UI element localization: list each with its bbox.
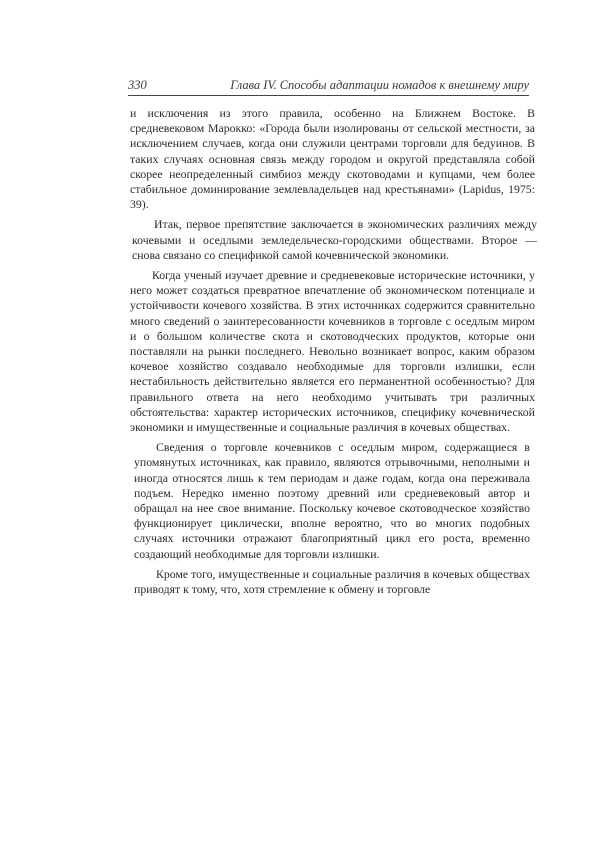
- running-head: [128, 78, 529, 96]
- paragraph-2: Итак, первое препятствие заключается в экономических различиях между кочевыми и оседлыми земледельческо-городскими обществами. Второе — снова связано со спецификой самой кочевнической экономики.: [132, 217, 537, 262]
- paragraph-5: Кроме того, имущественные и социальные различия в кочевых обществах приводят к тому, что, хотя стремление к обмену и торговле: [134, 566, 530, 597]
- paragraph-1: и исключения из этого правила, особенно на Ближнем Востоке. В средневековом Марокко: «Города были изолированы от сельской местности, за исключением случаев, когда они служили центрами торговли для бедуинов. В таких случаях основная связь между городом и округой представляла собой скорее неопределенный симбиоз между скотоводами и купцами, чем более стабильное доминирование землевладельцев над крестьянами» (Lapidus, 1975: 39).: [130, 106, 535, 212]
- body-text: [130, 106, 535, 597]
- paragraph-3: Когда ученый изучает древние и средневековые исторические источники, у него может создаться превратное впечатление об экономическом потенциале и устойчивости кочевого хозяйства. В этих источниках содержится сравнительно много сведений о заинтересованности кочевников в торговле с оседлым миром и о большом количестве скота и скотоводческих продуктов, которые они поставляли на рынки последнего. Невольно возникает вопрос, каким образом кочевое хозяйство создавало необходимые для торговли излишки, если нестабильность действительно является его перманентной особенностью? Для правильного ответа на него необходимо учитывать три различных обстоятельства: характер исторических источников, специфику кочевнической экономики и имущественные и социальные различия в кочевых обществах.: [130, 268, 535, 435]
- page-number: 330: [128, 78, 147, 92]
- chapter-title: Глава IV. Способы адаптации номадов к внешнему миру: [230, 78, 529, 92]
- paragraph-4: Сведения о торговле кочевников с оседлым миром, содержащиеся в упомянутых источниках, как правило, являются отрывочными, неполными и иногда относятся лишь к тем периодам и даже годам, когда она переживала подъем. Нередко именно поэтому древний или средневековый автор и обращал на нее свое внимание. Поскольку кочевое скотоводческое хозяйство функционирует циклически, вполне вероятно, что во многих подобных случаях источники отражают благоприятный цикл его роста, временно создающий необходимые для торговли излишки.: [134, 440, 530, 561]
